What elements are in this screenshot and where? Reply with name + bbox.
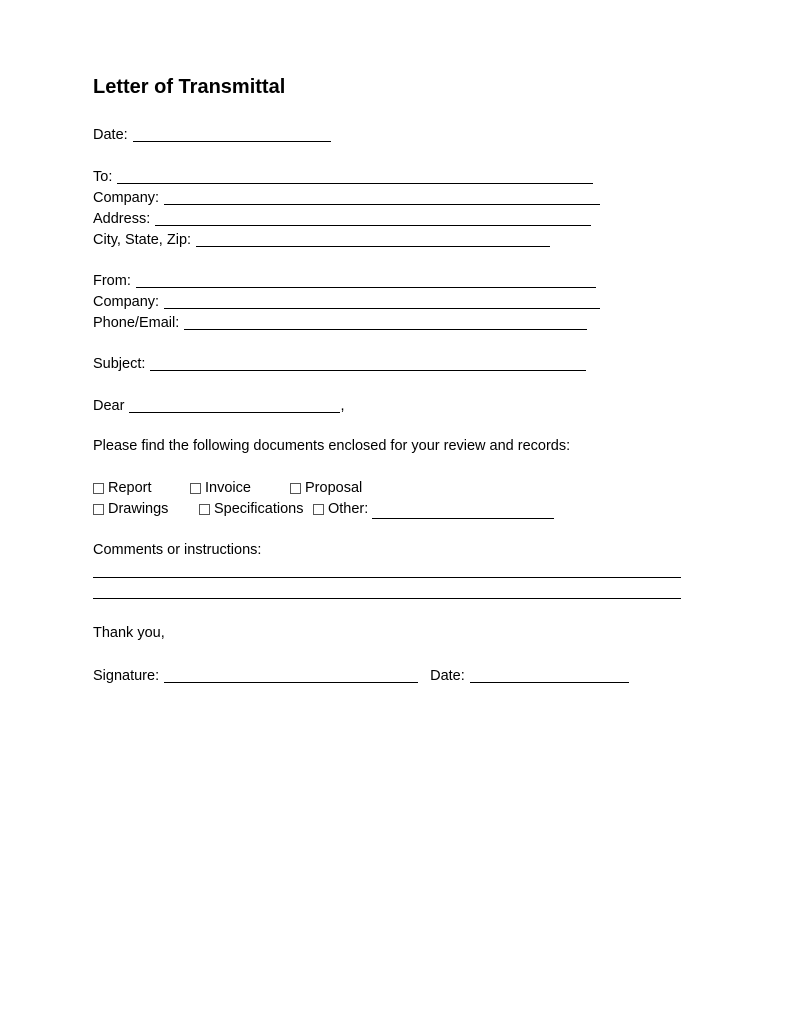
checkbox-specifications[interactable] <box>199 504 210 515</box>
address-label: Address: <box>93 211 151 227</box>
checkbox-invoice[interactable] <box>190 483 201 494</box>
from-field[interactable] <box>136 272 596 288</box>
date-field[interactable] <box>133 126 331 142</box>
to-label: To: <box>93 169 113 185</box>
other-field[interactable] <box>372 505 554 519</box>
comments-label: Comments or instructions: <box>93 542 262 558</box>
signature-label: Signature: <box>93 668 160 684</box>
from-company-row <box>93 291 600 311</box>
address-row <box>93 208 591 228</box>
city-state-zip-label: City, State, Zip: <box>93 232 192 248</box>
checkbox-report-label: Report <box>108 480 152 496</box>
to-company-label: Company: <box>93 190 160 206</box>
dear-row <box>93 395 344 415</box>
checkbox-other[interactable] <box>313 504 324 515</box>
to-company-row <box>93 187 600 207</box>
city-row <box>93 229 550 249</box>
address-field[interactable] <box>155 210 591 226</box>
from-company-field[interactable] <box>164 293 600 309</box>
city-state-zip-field[interactable] <box>196 231 550 247</box>
checkbox-invoice-item[interactable] <box>190 478 251 498</box>
phone-email-row <box>93 312 587 332</box>
to-field[interactable] <box>117 168 593 184</box>
checkbox-other-item[interactable] <box>313 499 554 519</box>
subject-field[interactable] <box>150 355 586 371</box>
date-row <box>93 124 331 144</box>
checkbox-report[interactable] <box>93 483 104 494</box>
checkbox-drawings[interactable] <box>93 504 104 515</box>
checkbox-proposal-label: Proposal <box>305 480 363 496</box>
intro-text: Please find the following documents enclosed for your review and records: <box>93 438 571 454</box>
from-label: From: <box>93 273 131 289</box>
comments-line-2[interactable] <box>93 598 681 599</box>
date-label: Date: <box>93 127 128 143</box>
checkbox-specifications-label: Specifications <box>214 501 304 517</box>
signature-row <box>93 665 629 685</box>
to-company-field[interactable] <box>164 189 600 205</box>
from-row <box>93 270 596 290</box>
checkbox-proposal-item[interactable] <box>290 478 362 498</box>
phone-email-label: Phone/Email: <box>93 315 180 331</box>
document-title: Letter of Transmittal <box>93 76 286 98</box>
dear-label: Dear <box>93 398 125 414</box>
checkbox-drawings-item[interactable] <box>93 499 168 519</box>
comments-line-1[interactable] <box>93 577 681 578</box>
dear-comma: , <box>340 398 345 414</box>
checkbox-invoice-label: Invoice <box>205 480 251 496</box>
checkbox-report-item[interactable] <box>93 478 152 498</box>
checkbox-proposal[interactable] <box>290 483 301 494</box>
phone-email-field[interactable] <box>184 314 587 330</box>
checkbox-drawings-label: Drawings <box>108 501 169 517</box>
closing-text: Thank you, <box>93 625 165 641</box>
subject-label: Subject: <box>93 356 146 372</box>
signature-field[interactable] <box>164 667 418 683</box>
from-company-label: Company: <box>93 294 160 310</box>
to-row <box>93 166 593 186</box>
signature-date-field[interactable] <box>470 667 629 683</box>
checkbox-other-label: Other: <box>328 501 369 517</box>
dear-field[interactable] <box>129 397 340 413</box>
checkbox-specifications-item[interactable] <box>199 499 303 519</box>
signature-date-label: Date: <box>430 668 465 684</box>
subject-row <box>93 353 586 373</box>
